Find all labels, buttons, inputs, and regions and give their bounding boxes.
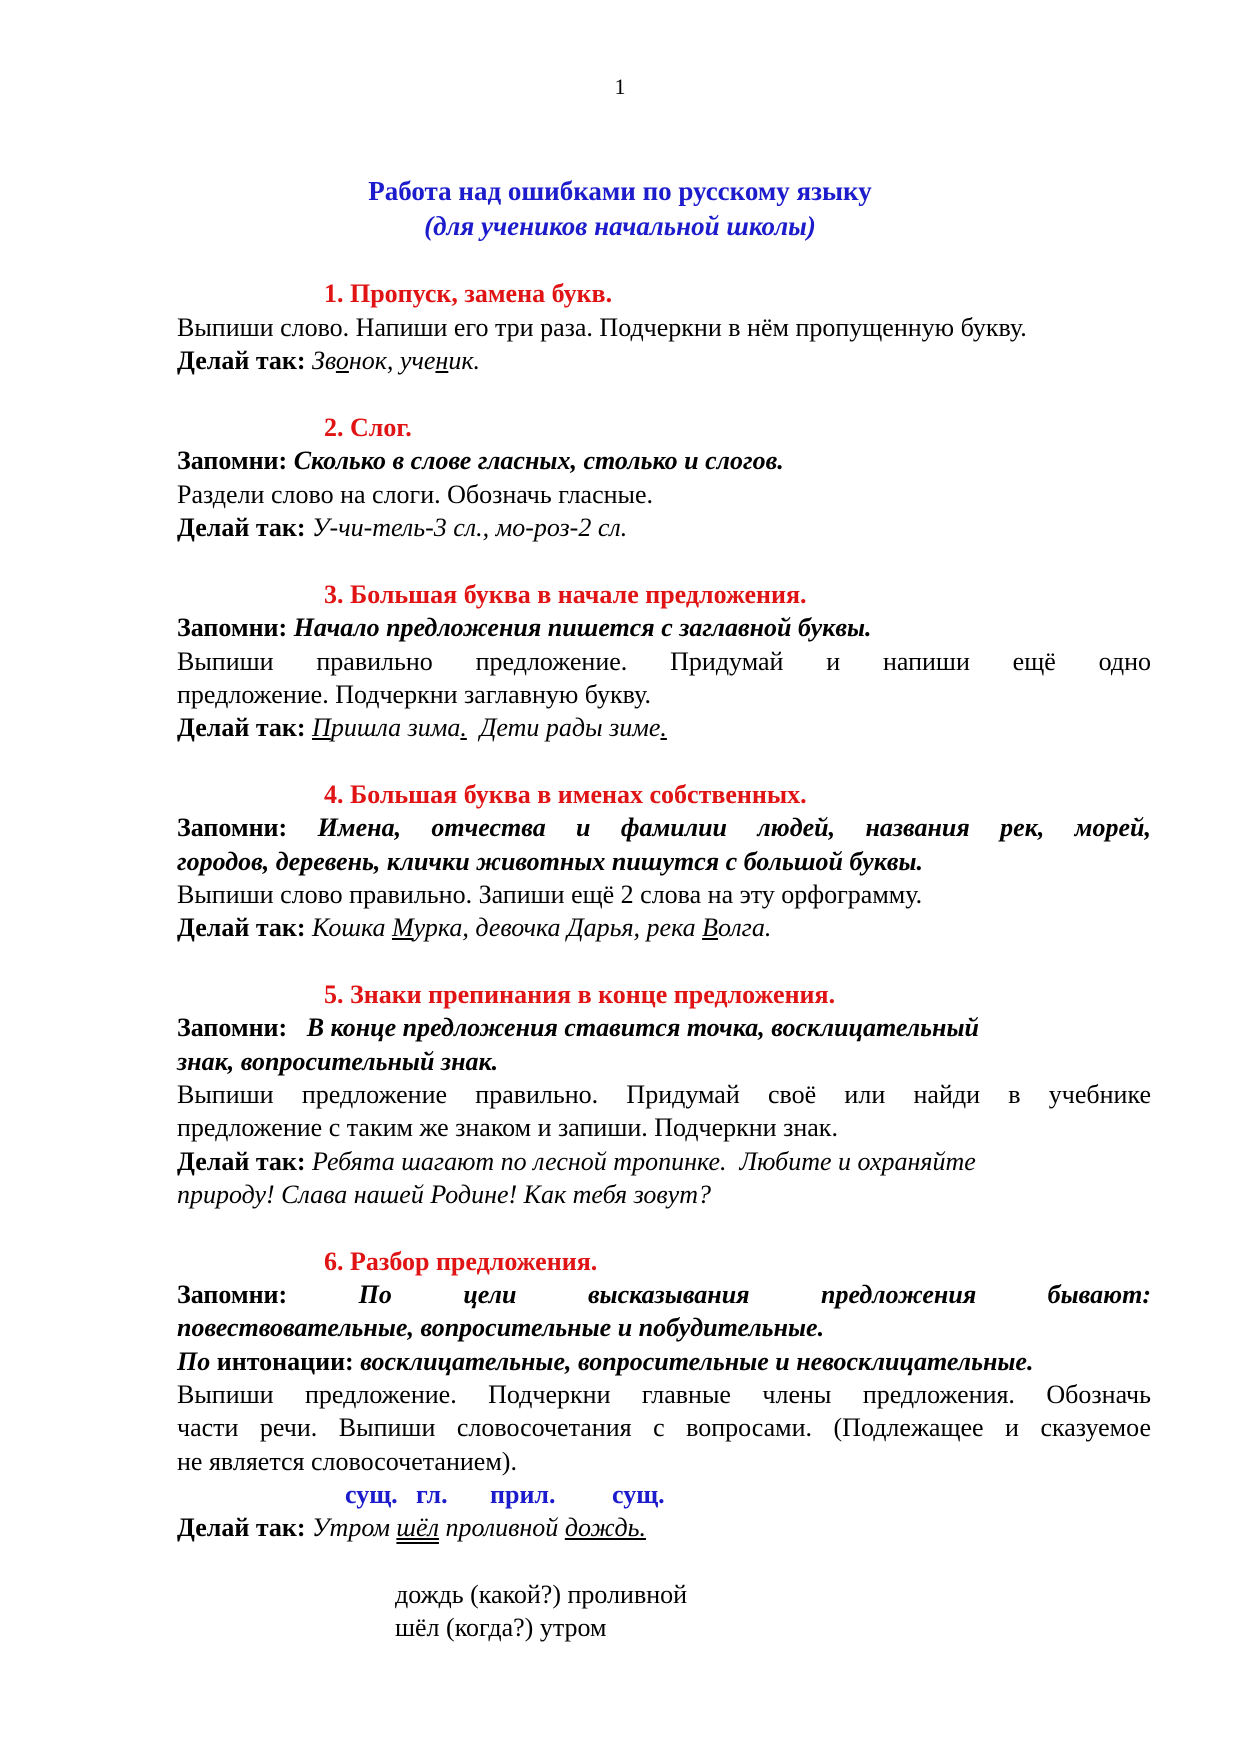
section-3-heading: 3. Большая буква в начале предложения. [324, 580, 807, 609]
section-6-example [177, 1511, 1151, 1544]
section-6-instruction-line2: части речи. Выпиши словосочетания с вопросами. (Подлежащее и сказуемое [177, 1413, 1151, 1442]
rule-text: В конце предложения ставится точка, восклицательный [293, 1013, 979, 1042]
phrase-2: шёл (когда?) утром [395, 1613, 607, 1642]
section-4-rule-line2: городов, деревень, клички животных пишутся с большой буквы. [177, 847, 924, 876]
section-3-instruction-line2: предложение. Подчеркни заглавную букву. [177, 680, 651, 709]
pos-label-noun-2: сущ. [612, 1480, 665, 1509]
do-like-label: Делай так: [177, 1147, 306, 1176]
pos-label-verb: гл. [416, 1480, 448, 1509]
section-1-example [177, 344, 1151, 377]
section-2-instruction: Раздели слово на слоги. Обозначь гласные. [177, 480, 654, 509]
do-like-label: Делай так: [177, 1513, 306, 1542]
section-5-example-line2: природу! Слава нашей Родине! Как тебя зовут? [177, 1180, 712, 1209]
remember-label: Запомни: [177, 1013, 288, 1042]
example-text: Звонок, ученик. [312, 346, 480, 375]
phrase-1: дождь (какой?) проливной [395, 1580, 688, 1609]
section-4-example [177, 911, 1151, 944]
section-5-heading: 5. Знаки препинания в конце предложения. [324, 980, 836, 1009]
section-3-instruction-line1: Выпиши правильно предложение. Придумай и напиши ещё одно [177, 647, 1151, 676]
page-subtitle: (для учеников начальной школы) [424, 211, 816, 241]
rule-text: Сколько в слове гласных, столько и слогов. [293, 446, 784, 475]
remember-label: Запомни: [177, 1280, 288, 1309]
do-like-label: Делай так: [177, 913, 306, 942]
do-like-label: Делай так: [177, 513, 306, 542]
section-6-instruction-line1: Выпиши предложение. Подчеркни главные члены предложения. Обозначь [177, 1380, 1151, 1409]
section-1-heading: 1. Пропуск, замена букв. [324, 279, 613, 308]
example-text: Пришла зима. Дети рады зиме. [312, 713, 667, 742]
section-6-heading: 6. Разбор предложения. [324, 1247, 598, 1276]
page-title: Работа над ошибками по русскому языку [368, 176, 872, 206]
section-2-heading: 2. Слог. [324, 413, 412, 442]
remember-label: Запомни: [177, 613, 288, 642]
rule-text: По цели высказывания предложения бывают: [358, 1280, 1151, 1309]
remember-label: Запомни: [177, 813, 288, 842]
section-4-heading: 4. Большая буква в именах собственных. [324, 780, 807, 809]
section-5-instruction-line2: предложение с таким же знаком и запиши. Подчеркни знак. [177, 1113, 838, 1142]
example-text: Кошка Мурка, девочка Дарья, река Волга. [312, 913, 772, 942]
section-2-example [177, 511, 1151, 544]
section-5-rule-line2: знак, вопросительный знак. [177, 1047, 499, 1076]
section-4-rule-line1 [177, 811, 1151, 844]
pos-label-noun: сущ. [345, 1480, 398, 1509]
section-6-rule-line1 [177, 1278, 1151, 1311]
section-4-instruction: Выпиши слово правильно. Запиши ещё 2 слова на эту орфограмму. [177, 880, 923, 909]
rule-text: Начало предложения пишется с заглавной буквы. [293, 613, 872, 642]
section-5-example-line1 [177, 1145, 1151, 1178]
section-3-example [177, 711, 1151, 744]
rule-text: Имена, отчества и фамилии людей, названия рек, морей, [317, 813, 1151, 842]
example-text: Утром шёл проливной дождь. [312, 1513, 646, 1542]
page-number: 1 [614, 74, 626, 99]
example-text: Ребята шагают по лесной тропинке. Любите и охраняйте [312, 1147, 976, 1176]
section-5-instruction-line1: Выпиши предложение правильно. Придумай своё или найди в учебнике [177, 1080, 1151, 1109]
section-6-instruction-line3: не является словосочетанием). [177, 1447, 517, 1476]
do-like-label: Делай так: [177, 713, 306, 742]
section-6-intonation: По интонации: восклицательные, вопросительные и невосклицательные. [177, 1347, 1034, 1376]
remember-label: Запомни: [177, 446, 288, 475]
section-2-rule [177, 444, 1151, 477]
section-3-rule [177, 611, 1151, 644]
section-6-rule-line2: повествовательные, вопросительные и побудительные. [177, 1313, 825, 1342]
example-text: У-чи-тель-3 сл., мо-роз-2 сл. [312, 513, 628, 542]
do-like-label: Делай так: [177, 346, 306, 375]
section-1-instruction: Выпиши слово. Напиши его три раза. Подчеркни в нём пропущенную букву. [177, 313, 1027, 342]
pos-label-adjective: прил. [490, 1480, 556, 1509]
section-5-rule-line1 [177, 1011, 1151, 1044]
